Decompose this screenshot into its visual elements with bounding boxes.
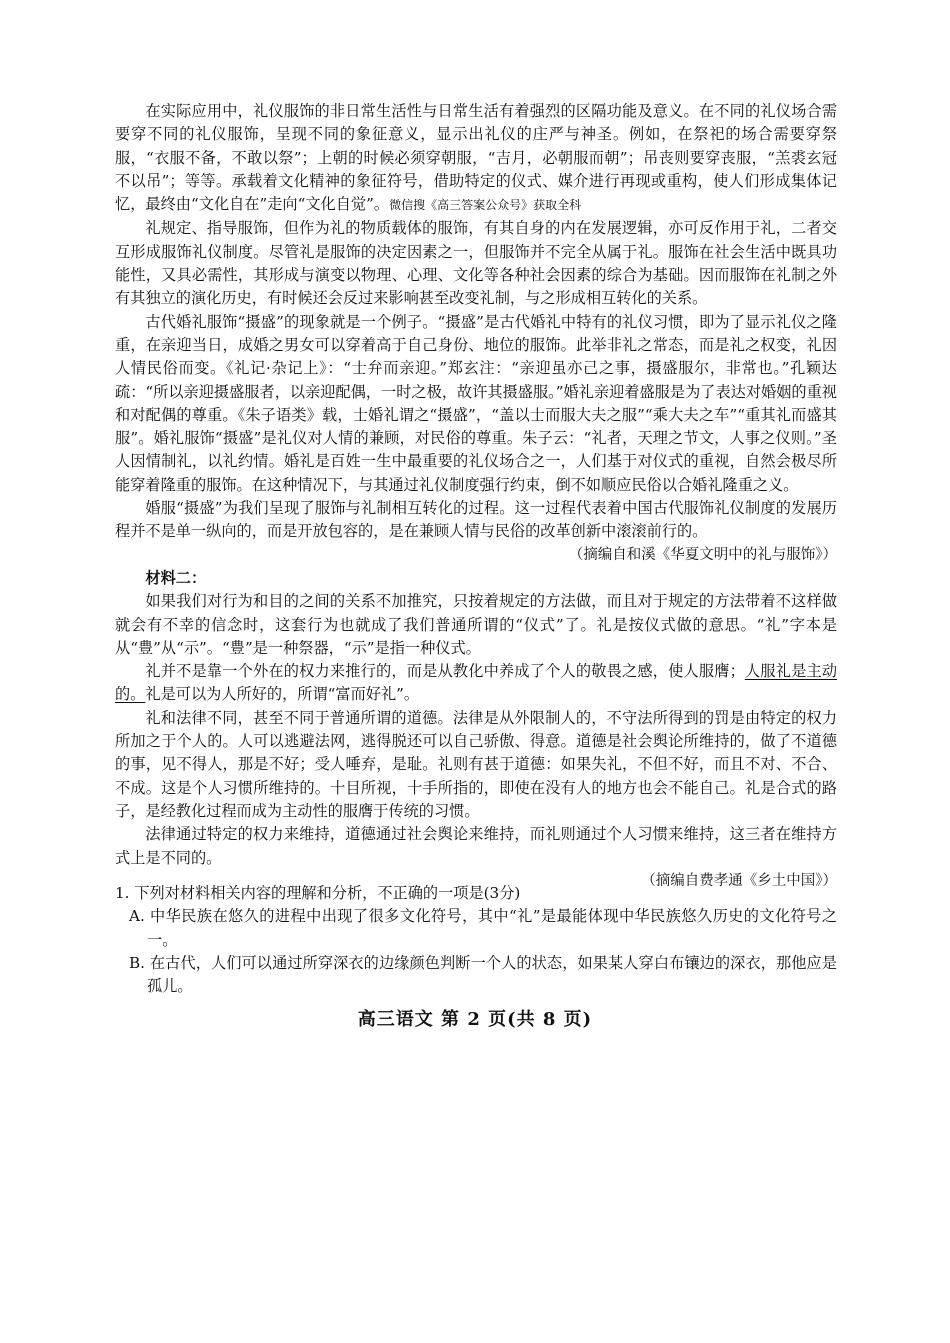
- paragraph: 礼规定、指导服饰，但作为礼的物质载体的服饰，有其自身的内在发展逻辑，亦可反作用于礼，二者交互形成服饰礼仪制度。尽管礼是服饰的决定因素之一，但服饰并不完全从属于礼。服饰在社会生活中既具功能性，又具必需性，其形成与演变以物理、心理、文化等各种社会因素的综合为基础。因而服饰在礼制之外有其独立的演化历史，有时候还会反过来影响甚至改变礼制，与之形成相互转化的关系。: [115, 219, 837, 308]
- paragraph: 礼和法律不同，甚至不同于普通所谓的道德。法律是从外限制人的，不守法所得到的罚是由特定的权力所加之于个人的。人可以逃避法网，逃得脱还可以自己骄傲、得意。道德是社会舆论所维持的，做了不道德的事，见不得人，那是不好；受人唾弃，是耻。礼则有甚于道德：如果失礼，不但不好，而且不对、不合、不成。这是个人习惯所维持的。十目所视，十手所指的，即使在没有人的地方也会不能自己。礼是合式的路子，是经教化过程而成为主动性的服膺于传统的习惯。: [115, 708, 837, 820]
- source-citation: （摘编自和溪《华夏文明中的礼与服饰》）: [568, 546, 837, 563]
- question-stem: 1. 下列对材料相关内容的理解和分析，不正确的一项是(3分): [115, 884, 521, 902]
- paragraph-text: 礼是可以为人所好的，所谓“富而好礼”。: [145, 685, 420, 704]
- page-footer: 高三语文 第 2 页(共 8 页): [357, 1009, 593, 1030]
- paragraph: [115, 100, 837, 217]
- watermark-text: 微信搜《高三答案公众号》获取全科: [389, 198, 582, 213]
- paragraph-text: 在实际应用中，礼仪服饰的非日常生活性与日常生活有着强烈的区隔功能及意义。在不同的礼仪场合需要穿不同的礼仪服饰，呈现不同的象征意义，显示出礼仪的庄严与神圣。例如，在祭祀的场合需要穿祭服，“衣服不备，不敢以祭”；上朝的时候必须穿朝服，“吉月，必朝服而朝”；吊丧则要穿丧服，“羔裘玄冠不以吊”；等等。承载着文化精神的象征符号，借助特定的仪式、媒介进行再现或重构，使人们形成集体记忆，最终由“文化自在”走向“文化自觉”。: [115, 102, 837, 214]
- option-b: B. 在古代，人们可以通过所穿深衣的边缘颜色判断一个人的状态，如果某人穿白布镶边的深衣，那他应是孤儿。: [129, 953, 837, 996]
- paragraph: 古代婚礼服饰“摄盛”的现象就是一个例子。“摄盛”是古代婚礼中特有的礼仪习惯，即为了显示礼仪之隆重，在亲迎当日，成婚之男女可以穿着高于自己身份、地位的服饰。此举非礼之常态，而是礼之权变，礼因人情民俗而变。《礼记·杂记上》：“士弁而亲迎。”郑玄注：“亲迎虽亦己之事，摄盛服尔，非常也。”孔颖达疏：“所以亲迎摄盛服者，以亲迎配偶，一时之极，故许其摄盛服。”婚礼亲迎着盛服是为了表达对婚姻的重视和对配偶的尊重。《朱子语类》载，士婚礼谓之“摄盛”，“盖以士而服大夫之服”“乘大夫之车”“重其礼而盛其服”。婚礼服饰“摄盛”是礼仪对人情的兼顾，对民俗的尊重。朱子云：“礼者，天理之节文，人事之仪则。”圣人因情制礼，以礼约情。婚礼是百姓一生中最重要的礼仪场合之一，人们基于对仪式的重视，自然会极尽所能穿着隆重的服饰。在这种情况下，与其通过礼仪制度强行约束，倒不如顺应民俗以合婚礼隆重之义。: [115, 312, 837, 494]
- paragraph: 如果我们对行为和目的之间的关系不加推究，只按着规定的方法做，而且对于规定的方法带着不这样做就会有不幸的信念时，这套行为也就成了我们普通所谓的“仪式”了。礼是按仪式做的意思。“礼”字本是从“豊”从“示”。“豊”是一种祭器，“示”是指一种仪式。: [115, 592, 837, 657]
- reading-material: [115, 100, 837, 893]
- option-a: A. 中华民族在悠久的进程中出现了很多文化符号，其中“礼”是最能体现中华民族悠久历史的文化符号之一。: [129, 907, 837, 949]
- paragraph: 婚服“摄盛”为我们呈现了服饰与礼制相互转化的过程。这一过程代表着中国古代服饰礼仪制度的发展历程并不是单一纵向的，而是开放包容的，是在兼顾人情与民俗的改革创新中滚滚前行的。: [115, 499, 837, 541]
- source-citation: （摘编自费孝通《乡土中国》）: [641, 872, 837, 889]
- paragraph: 法律通过特定的权力来维持，道德通过社会舆论来维持，而礼则通过个人习惯来维持，这三者在维持方式上是不同的。: [115, 825, 837, 867]
- question-block: [115, 882, 837, 998]
- material-heading: 材料二：: [145, 568, 207, 587]
- paragraph: [115, 660, 837, 707]
- paragraph-text: 礼并不是靠一个外在的权力来推行的，而是从教化中养成了个人的敬畏之感，使人服膺；: [145, 662, 745, 681]
- underlined-text: 人服礼是主动的。: [115, 662, 838, 704]
